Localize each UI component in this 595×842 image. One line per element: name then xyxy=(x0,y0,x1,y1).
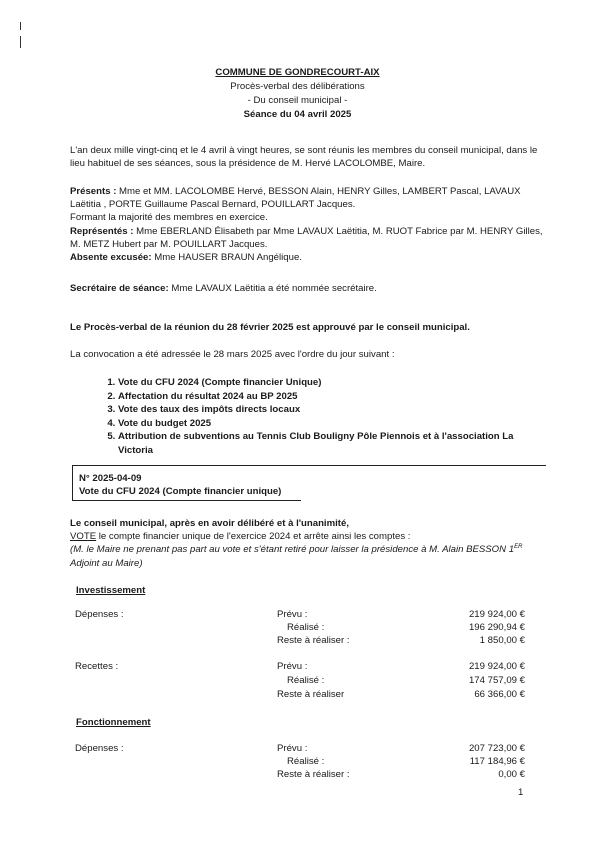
vote-line xyxy=(70,530,545,543)
present-text: Mme et MM. LACOLOMBE Hervé, BESSON Alain, HENRY Gilles, LAMBERT Pascal, LAVAUX Laëtitia , PORTE Guillaume Pascal Bernard, POUILLART Jacques. xyxy=(70,186,521,211)
vote-text: le compte financier unique de l'exercice 2024 et arrête ainsi les comptes : xyxy=(96,531,411,543)
convocation-line: La convocation a été adressée le 28 mars 2025 avec l'ordre du jour suivant : xyxy=(70,349,395,360)
finance-row-value: 219 924,00 € xyxy=(468,609,525,620)
agenda-item: 2. Affectation du résultat 2024 au BP 2025 xyxy=(118,390,548,404)
margin-mark xyxy=(20,36,21,48)
decision-heading: Le conseil municipal, après en avoir délibéré et à l'unanimité, xyxy=(70,518,349,529)
document-subtitle: - Du conseil municipal - xyxy=(247,95,348,106)
agenda-item: 4. Vote du budget 2025 xyxy=(118,417,548,431)
finance-row-value: 0,00 € xyxy=(498,769,525,780)
secretary-label: Secrétaire de séance: xyxy=(70,283,169,294)
depenses-label: Dépenses : xyxy=(75,743,124,754)
finance-row xyxy=(0,688,595,702)
finance-row xyxy=(0,768,595,782)
represented-text: Mme EBERLAND Élisabeth par Mme LAVAUX Laëtitia, M. RUOT Fabrice par M. HENRY Gilles, M. METZ Hubert par M. POUILLART Jacques. xyxy=(70,225,543,250)
finance-row-value: 1 850,00 € xyxy=(479,635,525,646)
represented-label: Représentés : xyxy=(70,225,134,237)
agenda-item: 5. Attribution de subventions au Tennis Club Bouligny Pôle Piennois et à l'association La Victoria xyxy=(118,430,548,457)
finance-row-value: 219 924,00 € xyxy=(468,661,525,672)
finance-row-label: Réalisé : xyxy=(287,622,325,633)
excused-label: Absente excusée: xyxy=(70,252,152,264)
finance-row xyxy=(0,621,595,635)
finance-row-value: 196 290,94 € xyxy=(468,622,525,633)
finance-row-value: 207 723,00 € xyxy=(468,743,525,754)
depenses-label: Dépenses : xyxy=(75,609,124,620)
vote-note-text: (M. le Maire ne prenant pas part au vote et s'étant retiré pour laisser la présidence à M. Alain BESSON 1 xyxy=(70,544,515,556)
page-number: 1 xyxy=(518,787,524,798)
document-header xyxy=(0,66,595,122)
vote-word: VOTE xyxy=(70,531,97,543)
finance-row-label: Reste à réaliser xyxy=(277,689,345,700)
session-date: Séance du 04 avril 2025 xyxy=(243,109,352,120)
document-title: Procès-verbal des délibérations xyxy=(230,81,365,92)
margin-mark xyxy=(20,22,21,30)
finance-row xyxy=(0,742,595,756)
vote-note-end: Adjoint au Maire) xyxy=(70,557,143,569)
attendance-block xyxy=(70,185,545,264)
agenda-item: 1. Vote du CFU 2024 (Compte financier Unique) xyxy=(118,376,548,390)
finance-row-label: Prévu : xyxy=(277,609,308,620)
deliberation-number: N° 2025-04-09 xyxy=(79,473,142,484)
excused-line xyxy=(70,251,545,264)
finance-row xyxy=(0,674,595,688)
finance-row-label: Reste à réaliser : xyxy=(277,635,350,646)
agenda-list xyxy=(78,376,548,457)
section-investissement-title: Investissement xyxy=(76,585,146,596)
finance-row-label: Reste à réaliser : xyxy=(277,769,350,780)
vote-note xyxy=(70,543,545,570)
finance-row xyxy=(0,660,595,674)
section-fonctionnement-title: Fonctionnement xyxy=(76,717,151,728)
secretary-line xyxy=(70,282,545,295)
present-label: Présents : xyxy=(70,186,117,197)
vote-note-sup: ER xyxy=(514,544,523,551)
decision-block xyxy=(70,517,545,570)
recettes-label: Recettes : xyxy=(75,661,119,672)
finance-row xyxy=(0,755,595,769)
finance-row-label: Réalisé : xyxy=(287,675,325,686)
deliberation-title: Vote du CFU 2024 (Compte financier unique) xyxy=(79,486,282,498)
majority-line: Formant la majorité des membres en exercice. xyxy=(70,212,268,224)
excused-text: Mme HAUSER BRAUN Angélique. xyxy=(151,252,302,264)
finance-row-label: Prévu : xyxy=(277,661,308,672)
intro-paragraph: L'an deux mille vingt-cinq et le 4 avril à vingt heures, se sont réunis les membres du conseil municipal, dans le lieu habituel de ses séances, sous la présidence de M. Hervé LACOLOMBE, Maire. xyxy=(70,145,538,170)
finance-row-value: 117 184,96 € xyxy=(469,756,525,767)
finance-row-label: Prévu : xyxy=(277,743,308,754)
commune-name: COMMUNE DE GONDRECOURT-AIX xyxy=(215,67,380,78)
finance-row xyxy=(0,608,595,622)
finance-row-value: 174 757,09 € xyxy=(468,675,525,686)
represented-line xyxy=(70,225,545,251)
deliberation-heading xyxy=(72,466,301,501)
approval-line: Le Procès-verbal de la réunion du 28 février 2025 est approuvé par le conseil municipal. xyxy=(70,322,470,333)
present-line xyxy=(70,185,545,211)
finance-row-value: 66 366,00 € xyxy=(474,689,525,700)
finance-row xyxy=(0,634,595,648)
deliberation-box xyxy=(72,465,546,501)
finance-row-label: Réalisé : xyxy=(287,756,325,767)
secretary-text: Mme LAVAUX Laëtitia a été nommée secrétaire. xyxy=(168,283,377,294)
agenda-item: 3. Vote des taux des impôts directs locaux xyxy=(118,403,548,417)
